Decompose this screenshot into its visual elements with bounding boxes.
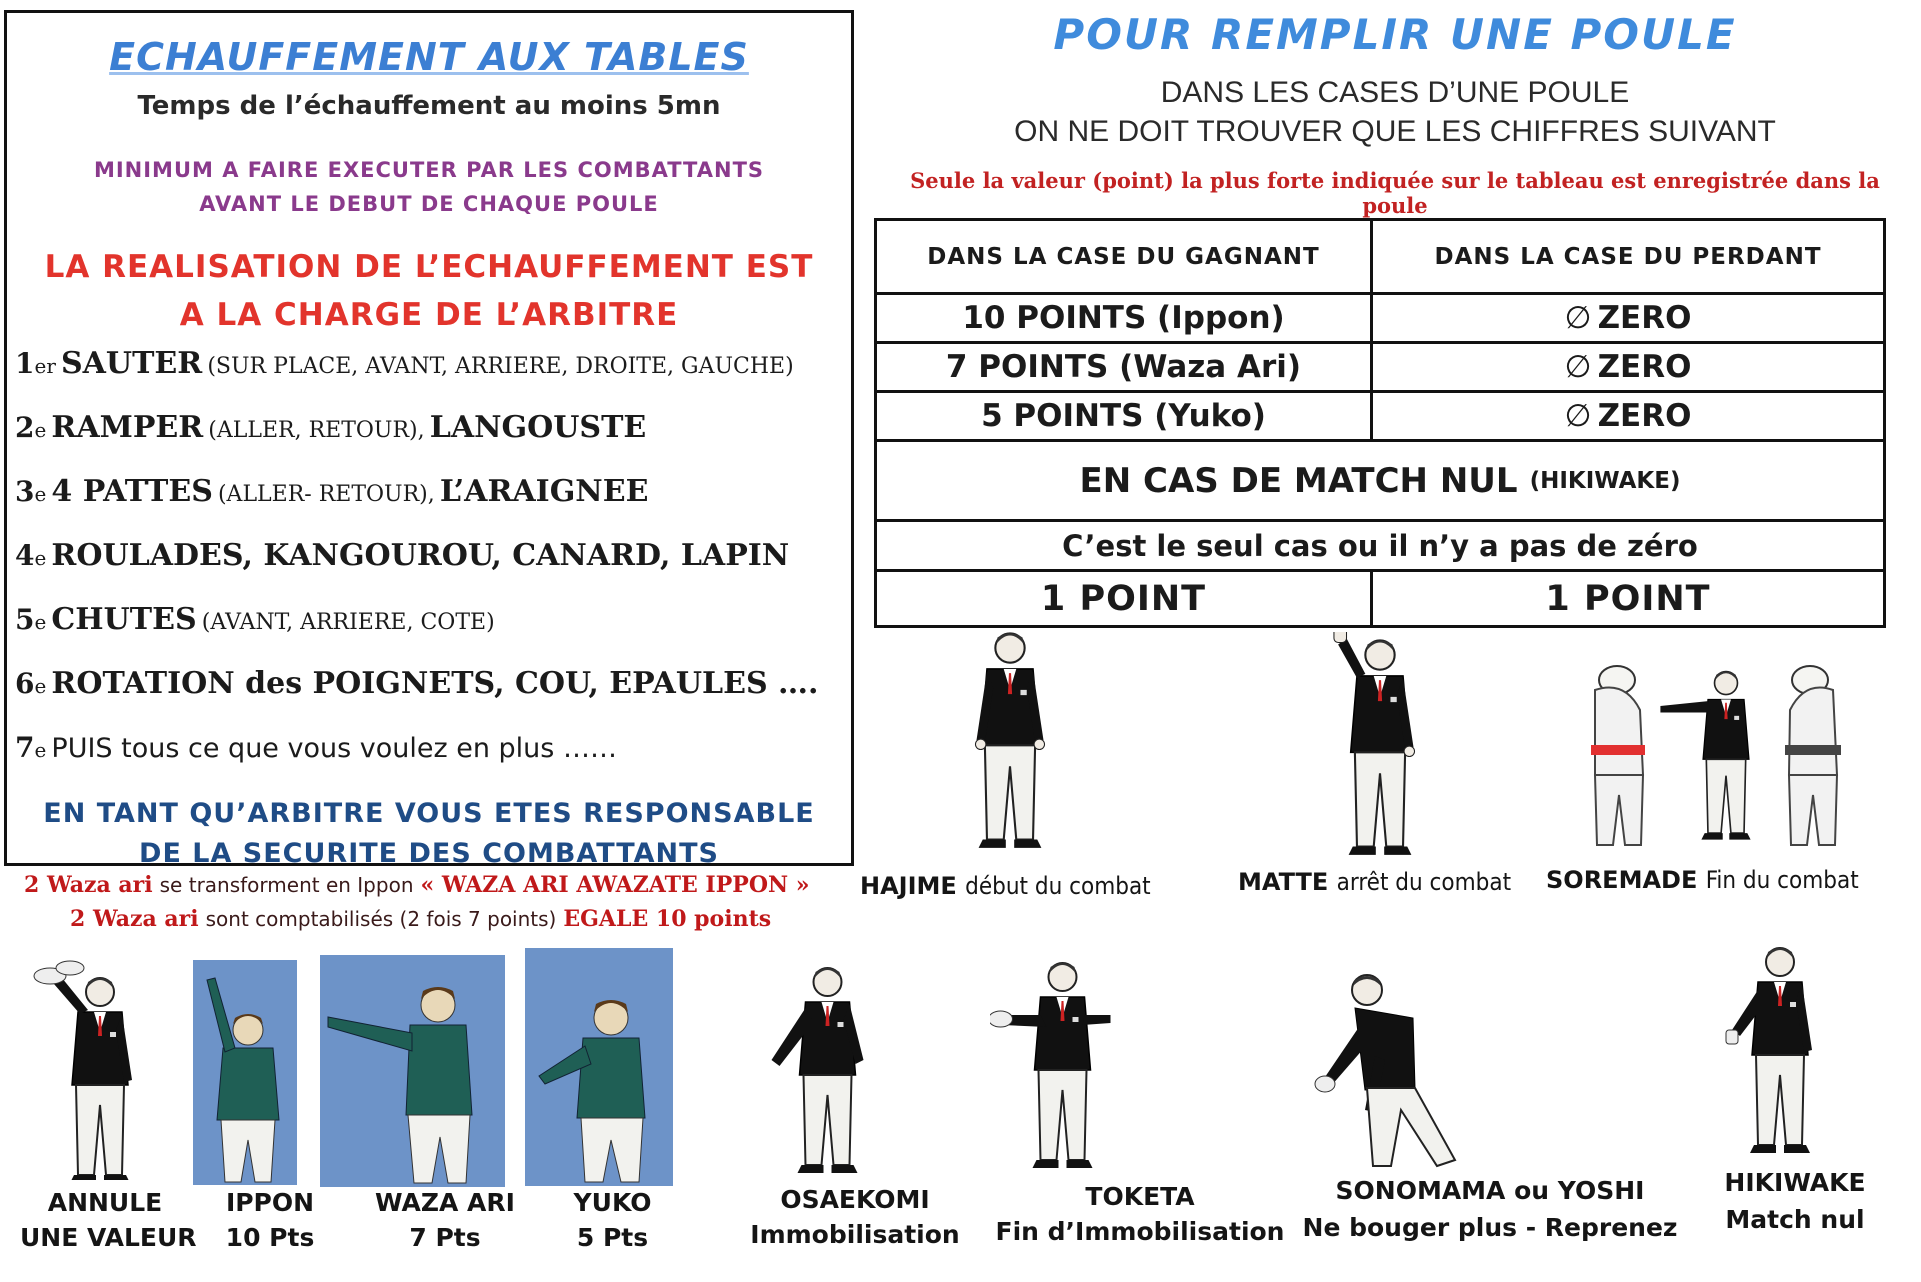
warmup-step-2: 2e RAMPER (ALLER, RETOUR), LANGOUSTE xyxy=(15,410,647,445)
warmup-minimum-line2: AVANT LE DEBUT DE CHAQUE POULE xyxy=(199,192,659,216)
table-header-row xyxy=(877,221,1883,295)
warmup-step-1: 1er SAUTER (SUR PLACE, AVANT, ARRIERE, DROITE, GAUCHE) xyxy=(15,346,794,381)
caption-osaekomi: OSAEKOMI Immobilisation xyxy=(750,1185,960,1249)
caption-matte: MATTE arrêt du combat xyxy=(1238,868,1512,896)
zero-symbol-icon: ∅ xyxy=(1564,349,1592,385)
caption-toketa: TOKETA Fin d’Immobilisation xyxy=(995,1182,1285,1246)
winner-points: 10 POINTS (Ippon) xyxy=(877,295,1373,341)
hajime-referee-icon xyxy=(955,625,1065,850)
yuko-referee-icon xyxy=(525,948,673,1186)
caption-hikiwake: HIKIWAKE Match nul xyxy=(1724,1168,1866,1234)
table-draw-points-row xyxy=(877,572,1883,625)
caption-soremade: SOREMADE Fin du combat xyxy=(1546,866,1859,894)
poule-line2: ON NE DOIT TROUVER QUE LES CHIFFRES SUIVANT xyxy=(1014,115,1776,148)
draw-loser-points: 1 POINT xyxy=(1545,578,1711,619)
draw-title: EN CAS DE MATCH NUL (HIKIWAKE) xyxy=(1079,460,1681,501)
soremade-referee-icon xyxy=(1555,650,1875,855)
waza-note-line2: 2 Waza ari sont comptabilisés (2 fois 7 points) EGALE 10 points xyxy=(70,906,772,932)
table-row xyxy=(877,393,1883,442)
annule-referee-icon xyxy=(25,960,165,1180)
warmup-step-5: 5e CHUTES (AVANT, ARRIERE, COTE) xyxy=(15,602,495,637)
caption-sonomama: SONOMAMA ou YOSHI Ne bouger plus - Reprenez xyxy=(1302,1176,1678,1242)
caption-yuko: YUKO 5 Pts xyxy=(573,1188,652,1252)
warmup-security-line2: DE LA SECURITE DES COMBATTANTS xyxy=(139,838,719,869)
waza-ari-referee-icon xyxy=(320,955,505,1187)
table-row xyxy=(877,344,1883,393)
waza-note-line1: 2 Waza ari se transforment en Ippon « WAZA ARI AWAZATE IPPON » xyxy=(24,872,810,898)
caption-waza-ari: WAZA ARI 7 Pts xyxy=(375,1188,515,1252)
warmup-step-7: 7e PUIS tous ce que vous voulez en plus …… xyxy=(15,731,617,764)
poule-note: Seule la valeur (point) la plus forte indiquée sur le tableau est enregistrée dans la poule xyxy=(910,168,1880,218)
score-table xyxy=(874,218,1886,628)
draw-note: C’est le seul cas ou il n’y a pas de zéro xyxy=(1062,528,1698,563)
ippon-referee-icon xyxy=(193,960,297,1185)
zero-symbol-icon: ∅ xyxy=(1564,300,1592,336)
warmup-step-3: 3e 4 PATTES (ALLER- RETOUR), L’ARAIGNEE xyxy=(15,474,649,509)
caption-ippon: IPPON 10 Pts xyxy=(225,1188,315,1252)
warmup-title: ECHAUFFEMENT AUX TABLES xyxy=(109,35,749,79)
table-row xyxy=(877,295,1883,344)
header-loser: DANS LA CASE DU PERDANT xyxy=(1434,243,1822,270)
warmup-responsibility-line1: LA REALISATION DE L’ECHAUFFEMENT EST xyxy=(44,249,814,285)
draw-winner-points: 1 POINT xyxy=(877,572,1373,625)
winner-points: 7 POINTS (Waza Ari) xyxy=(877,344,1373,390)
sonomama-referee-icon xyxy=(1305,960,1505,1175)
winner-points: 5 POINTS (Yuko) xyxy=(877,393,1373,439)
warmup-responsibility-line2: A LA CHARGE DE L’ARBITRE xyxy=(179,297,679,333)
loser-points: ∅ ZERO xyxy=(1564,349,1692,385)
zero-symbol-icon: ∅ xyxy=(1564,398,1592,434)
warmup-time: Temps de l’échauffement au moins 5mn xyxy=(137,91,721,121)
warmup-step-6: 6e ROTATION des POIGNETS, COU, EPAULES …. xyxy=(15,666,819,701)
poule-line1: DANS LES CASES D’UNE POULE xyxy=(1160,76,1630,109)
header-winner: DANS LA CASE DU GAGNANT xyxy=(877,221,1373,292)
warmup-step-4: 4e ROULADES, KANGOUROU, CANARD, LAPIN xyxy=(15,538,790,573)
matte-referee-icon xyxy=(1325,632,1435,857)
loser-points: ∅ ZERO xyxy=(1564,398,1692,434)
warmup-panel xyxy=(4,10,854,869)
caption-annule: ANNULE UNE VALEUR xyxy=(20,1188,197,1252)
table-draw-row xyxy=(877,442,1883,522)
warmup-security-line1: EN TANT QU’ARBITRE VOUS ETES RESPONSABLE xyxy=(43,798,815,829)
loser-points: ∅ ZERO xyxy=(1564,300,1692,336)
poule-title: POUR REMPLIR UNE POULE xyxy=(1053,10,1737,59)
osaekomi-referee-icon xyxy=(760,960,895,1175)
table-draw-note-row xyxy=(877,522,1883,572)
hikiwake-referee-icon xyxy=(1715,940,1835,1160)
caption-hajime: HAJIME début du combat xyxy=(860,872,1151,900)
warmup-minimum-line1: MINIMUM A FAIRE EXECUTER PAR LES COMBATTANTS xyxy=(93,158,765,182)
toketa-referee-icon xyxy=(990,950,1125,1170)
